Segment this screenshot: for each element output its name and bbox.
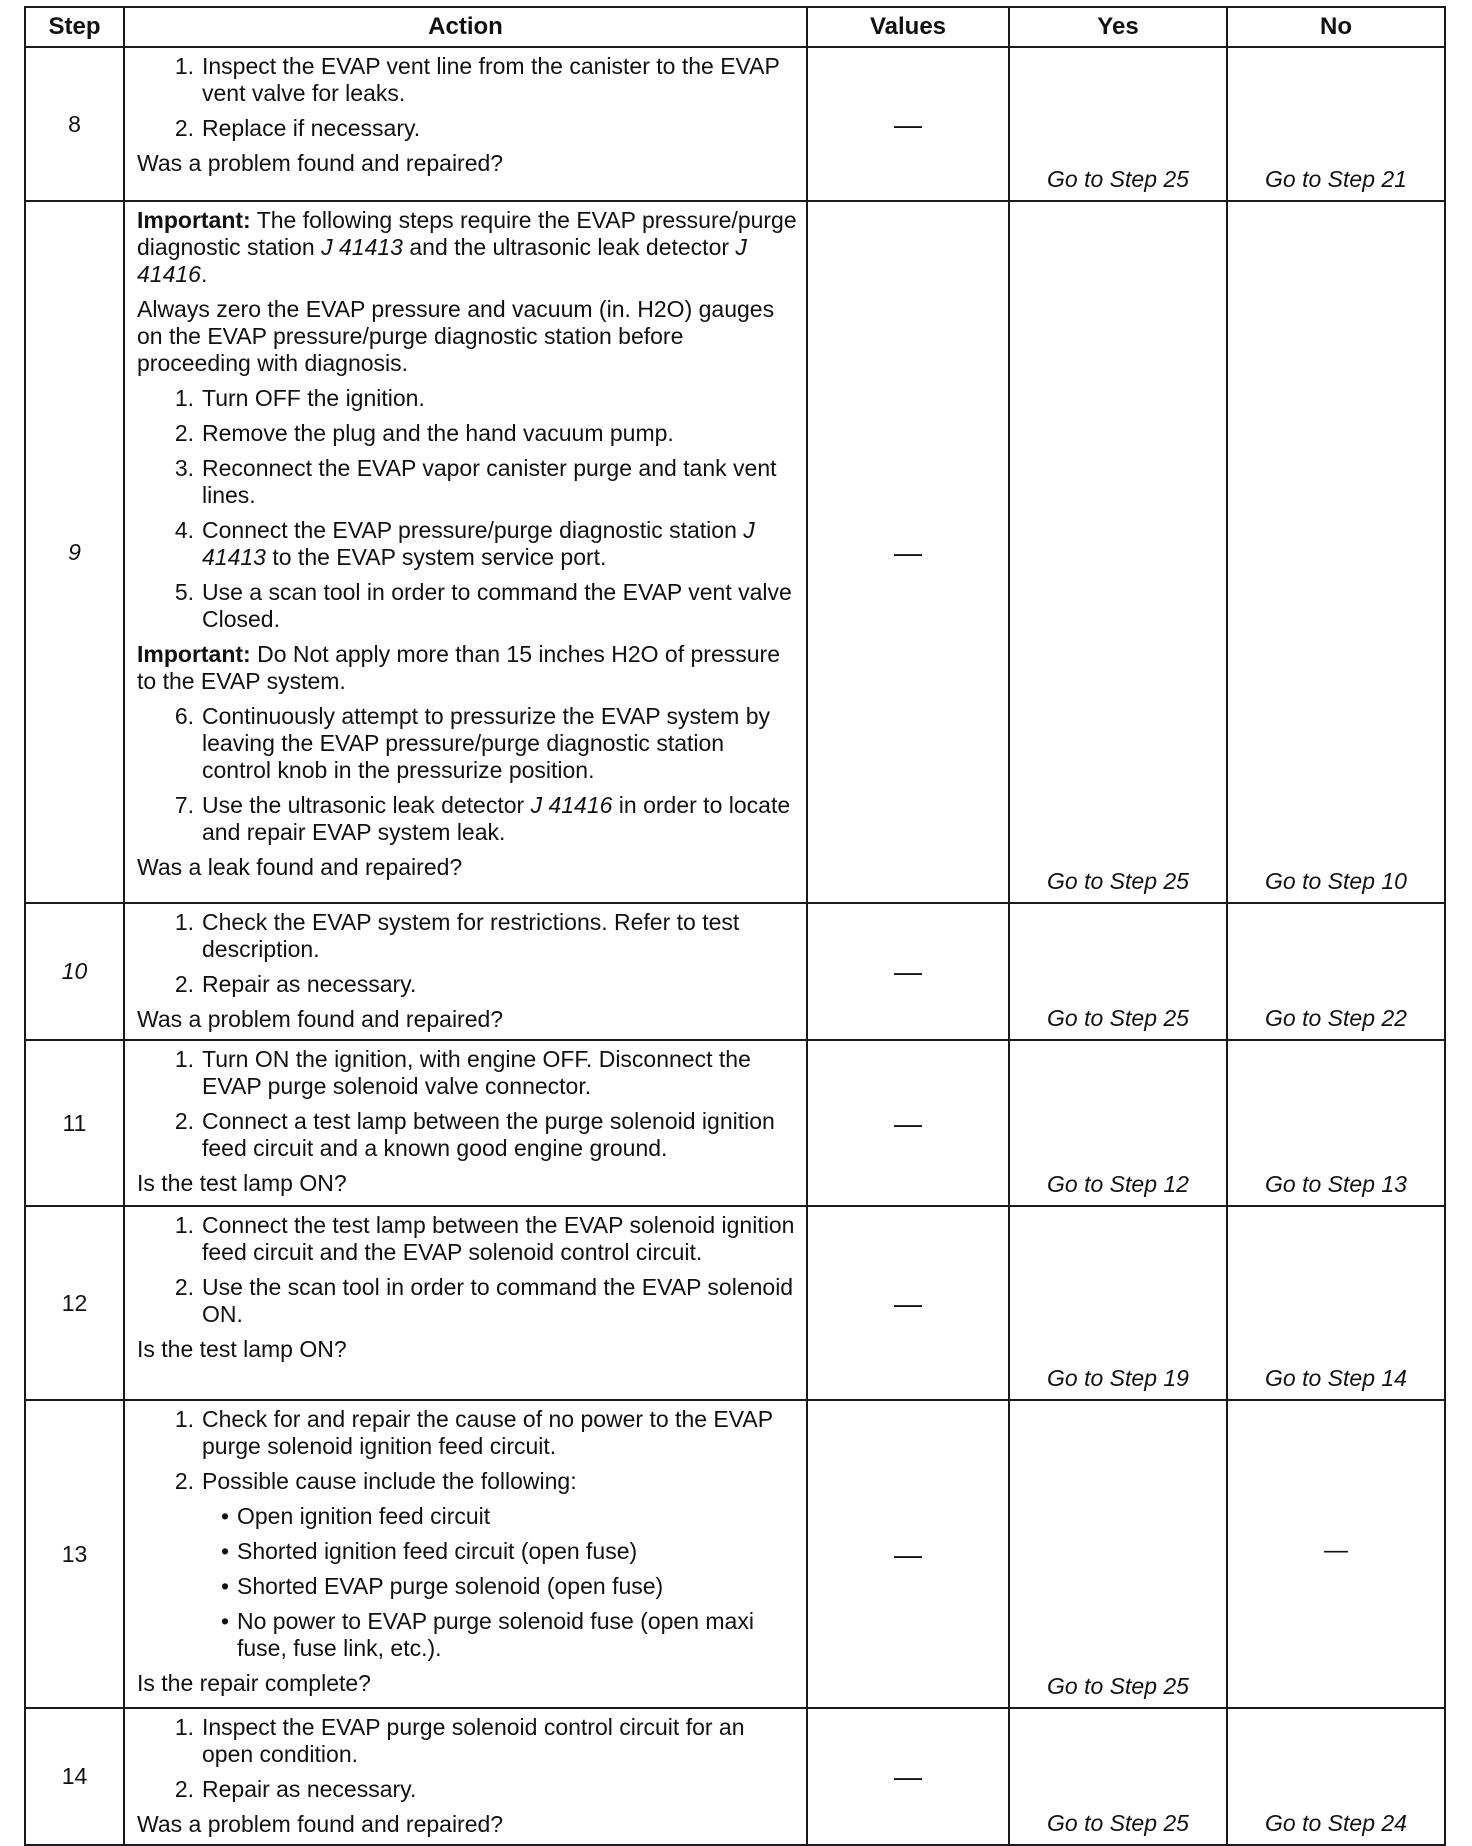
note-paragraph: Always zero the EVAP pressure and vacuum (in. H2O) gauges on the EVAP pressure/purge diagnostic station before proceeding with diagnosis.	[137, 296, 775, 376]
no-link: Go to Step 22	[1227, 903, 1445, 1040]
list-item: 1. Turn OFF the ignition.	[174, 385, 425, 411]
important-note: Important: The following steps require the EVAP pressure/purge diagnostic station J 41413 and the ultrasonic leak detector J 41416.	[137, 207, 797, 287]
action-list	[137, 1406, 798, 1662]
table-row	[25, 1708, 1445, 1845]
values-cell: —	[807, 1400, 1009, 1708]
step-number: 11	[25, 1040, 124, 1206]
action-cell	[124, 1040, 807, 1206]
header-row	[25, 7, 1445, 47]
step-number: 12	[25, 1206, 124, 1400]
table-row	[25, 1400, 1445, 1708]
question: Was a leak found and repaired?	[137, 854, 463, 880]
no-link: Go to Step 13	[1227, 1040, 1445, 1206]
list-item: 7. Use the ultrasonic leak detector J 41416 in order to locate and repair EVAP system leak.	[174, 792, 791, 845]
list-item: • Shorted EVAP purge solenoid (open fuse)	[220, 1573, 664, 1599]
action-cell	[124, 1206, 807, 1400]
question: Is the test lamp ON?	[137, 1170, 347, 1196]
no-link: Go to Step 21	[1227, 47, 1445, 201]
yes-link: Go to Step 25	[1009, 201, 1227, 903]
action-list	[137, 703, 798, 846]
list-item: 1. Inspect the EVAP purge solenoid control circuit for an open condition.	[174, 1714, 745, 1767]
list-item: 3. Reconnect the EVAP vapor canister purge and tank vent lines.	[174, 455, 777, 508]
action-cell	[124, 1400, 807, 1708]
list-item: 2. Possible cause include the following: • Open ignition feed circuit • Shorted ignition feed circuit (open fuse) • Shorted EVAP purge solenoid (open fuse) • No power to EVAP purge solenoid fuse (open maxi fuse, fuse link, etc.).	[137, 1468, 798, 1662]
table-row	[25, 903, 1445, 1040]
list-item: • No power to EVAP purge solenoid fuse (open maxi fuse, fuse link, etc.).	[220, 1608, 754, 1661]
header-step: Step	[25, 7, 124, 47]
yes-link: Go to Step 25	[1009, 903, 1227, 1040]
question: Was a problem found and repaired?	[137, 1006, 504, 1032]
question: Is the test lamp ON?	[137, 1336, 347, 1362]
diagnostic-table-page	[24, 6, 1444, 1846]
yes-link: Go to Step 25	[1009, 1400, 1227, 1708]
list-item: 2. Remove the plug and the hand vacuum pump.	[174, 420, 674, 446]
values-cell: —	[807, 903, 1009, 1040]
action-list	[137, 1714, 798, 1803]
values-cell: —	[807, 47, 1009, 201]
list-item: 6. Continuously attempt to pressurize the EVAP system by leaving the EVAP pressure/purge diagnostic station control knob in the pressurize position.	[174, 703, 771, 783]
list-item: 5. Use a scan tool in order to command the EVAP vent valve Closed.	[174, 579, 792, 632]
question: Was a problem found and repaired?	[137, 1811, 504, 1837]
action-cell	[124, 1708, 807, 1845]
list-item: 1. Check for and repair the cause of no power to the EVAP purge solenoid ignition feed circuit.	[174, 1406, 773, 1459]
table-row	[25, 1040, 1445, 1206]
step-number: 8	[25, 47, 124, 201]
list-item: • Open ignition feed circuit	[220, 1503, 491, 1529]
step-number: 13	[25, 1400, 124, 1708]
list-item: • Shorted ignition feed circuit (open fuse)	[220, 1538, 638, 1564]
action-list	[137, 1212, 798, 1328]
yes-link: Go to Step 25	[1009, 1708, 1227, 1845]
action-cell	[124, 201, 807, 903]
action-list	[137, 385, 798, 633]
header-yes: Yes	[1009, 7, 1227, 47]
diagnostic-table	[24, 6, 1446, 1846]
no-link: Go to Step 10	[1227, 201, 1445, 903]
yes-link: Go to Step 19	[1009, 1206, 1227, 1400]
list-item: 1. Connect the test lamp between the EVAP solenoid ignition feed circuit and the EVAP solenoid control circuit.	[174, 1212, 795, 1265]
step-number: 9	[25, 201, 124, 903]
important-note: Important: Do Not apply more than 15 inches H2O of pressure to the EVAP system.	[137, 641, 780, 694]
yes-link: Go to Step 12	[1009, 1040, 1227, 1206]
list-item: 1. Turn ON the ignition, with engine OFF. Disconnect the EVAP purge solenoid valve connector.	[174, 1046, 751, 1099]
action-list	[137, 909, 798, 998]
list-item: 2. Repair as necessary.	[174, 971, 417, 997]
table-row	[25, 47, 1445, 201]
list-item: 4. Connect the EVAP pressure/purge diagnostic station J 41413 to the EVAP system service port.	[174, 517, 755, 570]
step-number: 14	[25, 1708, 124, 1845]
table-row	[25, 201, 1445, 903]
list-item: 2. Repair as necessary.	[174, 1776, 417, 1802]
cause-list	[145, 1503, 798, 1662]
action-cell	[124, 903, 807, 1040]
question: Is the repair complete?	[137, 1670, 371, 1696]
values-cell: —	[807, 1206, 1009, 1400]
list-item: 2. Use the scan tool in order to command the EVAP solenoid ON.	[174, 1274, 794, 1327]
action-cell	[124, 47, 807, 201]
table-row	[25, 1206, 1445, 1400]
header-no: No	[1227, 7, 1445, 47]
values-cell: —	[807, 1040, 1009, 1206]
no-link: Go to Step 24	[1227, 1708, 1445, 1845]
action-list	[137, 1046, 798, 1162]
no-link: —	[1227, 1400, 1445, 1708]
header-values: Values	[807, 7, 1009, 47]
values-cell: —	[807, 201, 1009, 903]
list-item: 1. Inspect the EVAP vent line from the canister to the EVAP vent valve for leaks.	[174, 53, 780, 106]
list-item: 2. Replace if necessary.	[174, 115, 421, 141]
question: Was a problem found and repaired?	[137, 150, 504, 176]
values-cell: —	[807, 1708, 1009, 1845]
yes-link: Go to Step 25	[1009, 47, 1227, 201]
header-action: Action	[124, 7, 807, 47]
step-number: 10	[25, 903, 124, 1040]
action-list	[137, 53, 798, 142]
list-item: 1. Check the EVAP system for restrictions. Refer to test description.	[174, 909, 740, 962]
no-link: Go to Step 14	[1227, 1206, 1445, 1400]
list-item: 2. Connect a test lamp between the purge solenoid ignition feed circuit and a known good engine ground.	[174, 1108, 775, 1161]
